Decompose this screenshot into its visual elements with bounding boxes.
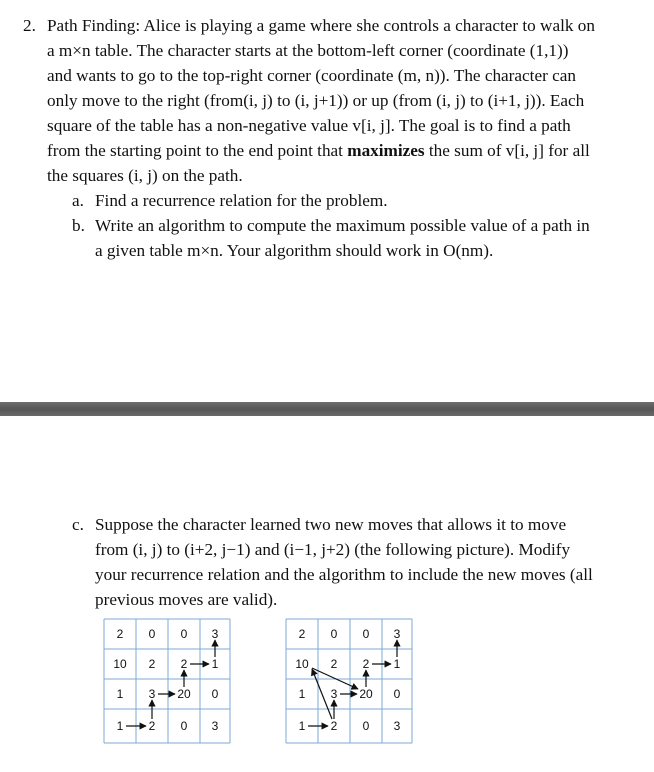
grid-cell-value: 10 — [295, 657, 309, 671]
grid-cell-value: 0 — [180, 719, 188, 733]
problem-line-3: and wants to go to the top-right corner (coordinate (m, n)). The character can — [47, 66, 576, 85]
problem-line-6-pre: from the starting point to the end point that — [47, 141, 348, 160]
part-a-text: Find a recurrence relation for the problem. — [95, 191, 388, 210]
grid-cell-value: 1 — [298, 719, 306, 733]
part-c-line-2: from (i, j) to (i+2, j−1) and (i−1, j+2) (the following picture). Modify — [95, 540, 571, 559]
grid-cell-value: 3 — [330, 687, 338, 701]
problem-line-1: Path Finding: Alice is playing a game where she controls a character to walk on — [47, 16, 595, 35]
problem-line-4: only move to the right (from(i, j) to (i, j+1)) or up (from (i, j) to (i+1, j)). Each — [47, 91, 585, 110]
grid-cell-value: 1 — [211, 657, 219, 671]
maximizes-emphasis: maximizes — [347, 141, 425, 160]
grid-cell-value: 0 — [148, 627, 156, 641]
grid-cell-value: 3 — [211, 627, 219, 641]
part-a-marker: a. — [72, 191, 84, 210]
problem-line-6 — [47, 141, 590, 161]
part-c-line-4: previous moves are valid). — [95, 590, 278, 609]
grid-basic-moves — [104, 619, 230, 743]
grid-cell-value: 2 — [180, 657, 188, 671]
grid-cell-value: 20 — [177, 687, 191, 701]
grid-cell-value: 3 — [393, 719, 401, 733]
part-c-line-1: Suppose the character learned two new moves that allows it to move — [95, 515, 567, 534]
grid-cell-value: 2 — [148, 657, 156, 671]
grid-cell-value: 1 — [116, 687, 124, 701]
grid-cell-value: 0 — [211, 687, 219, 701]
part-c-line-3: your recurrence relation and the algorithm to include the new moves (all — [95, 565, 593, 584]
grid-cell-value: 3 — [211, 719, 219, 733]
page-divider — [0, 402, 654, 416]
grid-cell-value: 2 — [330, 719, 338, 733]
grid-cell-value: 3 — [148, 687, 156, 701]
grid-cell-value: 10 — [113, 657, 127, 671]
part-c-marker: c. — [72, 515, 84, 534]
grid-cell-value: 3 — [393, 627, 401, 641]
grid-cell-value: 0 — [330, 627, 338, 641]
grid-cell-value: 1 — [393, 657, 401, 671]
path-figure — [0, 612, 654, 752]
move-up-two-left-one-arrow — [312, 669, 332, 719]
grid-cell-value: 2 — [362, 657, 370, 671]
part-b-line-2: a given table m×n. Your algorithm should work in O(nm). — [95, 241, 494, 260]
grid-cell-value: 0 — [362, 627, 370, 641]
grid-cell-value: 2 — [116, 627, 124, 641]
problem-number: 2. — [23, 16, 36, 35]
grid-cell-value: 0 — [180, 627, 188, 641]
grid-cell-value: 2 — [298, 627, 306, 641]
grid-cell-value: 1 — [116, 719, 124, 733]
grid-cell-value: 2 — [148, 719, 156, 733]
grid-new-moves — [286, 619, 412, 743]
part-b-marker: b. — [72, 216, 85, 235]
grid-cell-value: 2 — [330, 657, 338, 671]
problem-line-2: a m×n table. The character starts at the bottom-left corner (coordinate (1,1)) — [47, 41, 569, 60]
grid-cell-value: 20 — [359, 687, 373, 701]
problem-line-7: the squares (i, j) on the path. — [47, 166, 243, 185]
grid-cell-value: 0 — [393, 687, 401, 701]
part-b-line-1: Write an algorithm to compute the maximum possible value of a path in — [95, 216, 590, 235]
problem-line-6-post: the sum of v[i, j] for all — [424, 141, 590, 160]
grid-cell-value: 1 — [298, 687, 306, 701]
problem-line-5: square of the table has a non-negative value v[i, j]. The goal is to find a path — [47, 116, 571, 135]
grid-cell-value: 0 — [362, 719, 370, 733]
